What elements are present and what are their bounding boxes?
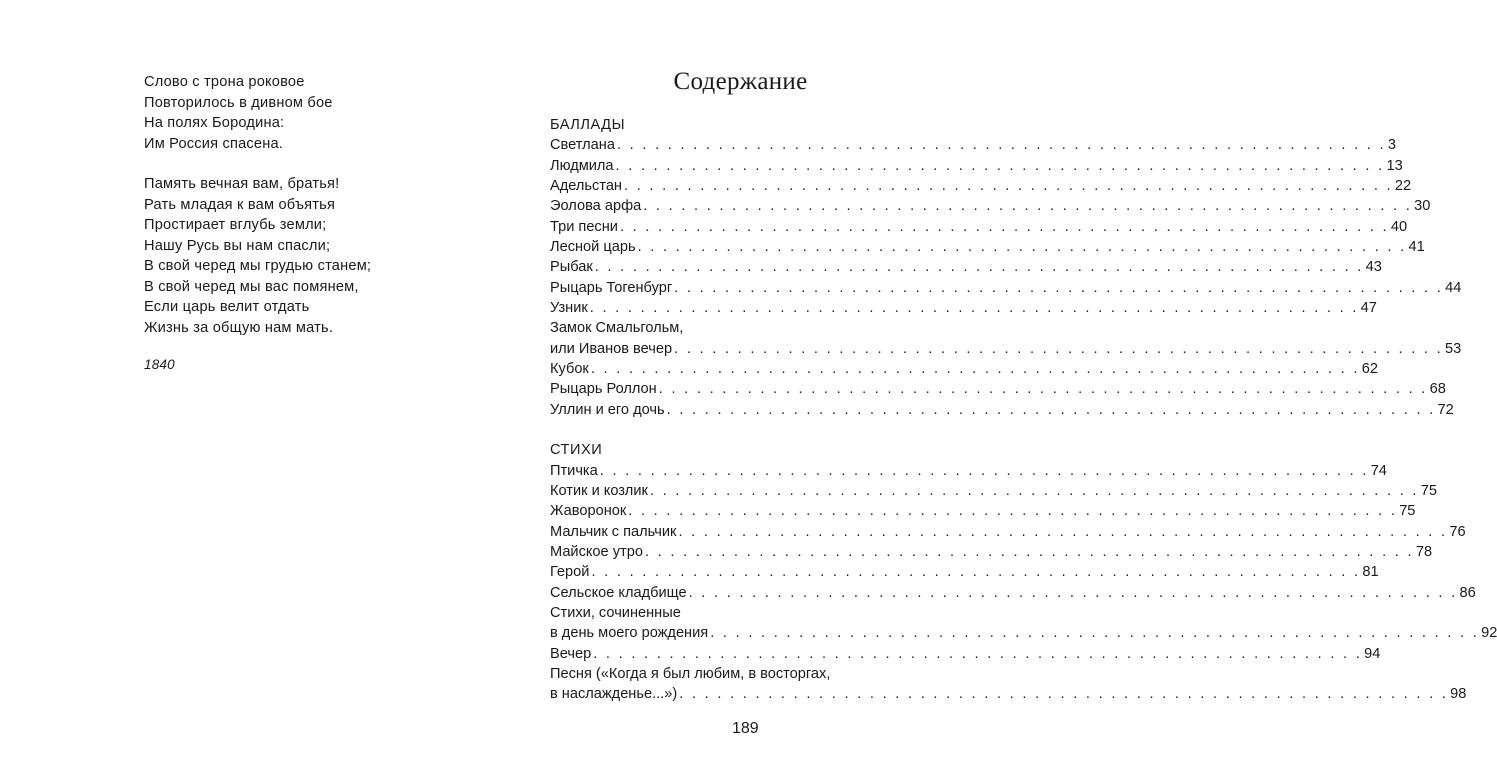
toc-entry-title: Светлана bbox=[550, 137, 615, 154]
toc-entry-page: 94 bbox=[1364, 645, 1381, 662]
dot-leader: . . . . . . . . . . . . . . . . . . . . . . . . . . . . . . . . . . . . . . . . . . . . . . . . . . . . . . . . . . . . . bbox=[649, 482, 1419, 499]
toc-entry-title: или Иванов вечер bbox=[550, 340, 673, 357]
toc-section bbox=[550, 440, 1497, 704]
dot-leader: . . . . . . . . . . . . . . . . . . . . . . . . . . . . . . . . . . . . . . . . . . . . . . . . . . . . . . . . . . . . . bbox=[643, 198, 1413, 215]
toc-entry-page: 53 bbox=[1445, 340, 1462, 357]
toc-entry-title: Эолова арфа bbox=[550, 198, 642, 215]
toc-entry-title: Птичка bbox=[550, 462, 598, 479]
toc-entry-title: Уллин и его дочь bbox=[550, 401, 665, 418]
dot-leader: . . . . . . . . . . . . . . . . . . . . . . . . . . . . . . . . . . . . . . . . . . . . . . . . . . . . . . . . . . . . . bbox=[688, 584, 1458, 601]
toc-entry-page: 92 bbox=[1481, 625, 1497, 642]
toc-entry bbox=[550, 196, 1431, 216]
toc-entry-title: в день моего рождения bbox=[550, 625, 709, 642]
dot-leader: . . . . . . . . . . . . . . . . . . . . . . . . . . . . . . . . . . . . . . . . . . . . . . . . . . . . . . . . . . . . . bbox=[616, 137, 1386, 154]
toc-entry-page: 78 bbox=[1415, 543, 1433, 560]
poem-line: Если царь велит отдать bbox=[144, 299, 310, 315]
dot-leader: . . . . . . . . . . . . . . . . . . . . . . . . . . . . . . . . . . . . . . . . . . . . . . . . . . . . . . . . . . . . . bbox=[674, 279, 1444, 296]
toc-entry-page: 3 bbox=[1387, 137, 1396, 154]
poem-line: Жизнь за общую нам мать. bbox=[144, 319, 334, 336]
toc-entry-title: Рыцарь Роллон bbox=[550, 381, 657, 398]
toc-entry-title: Сельское кладбище bbox=[550, 584, 687, 601]
poem-line: Повторилось в дивном бое bbox=[144, 94, 333, 111]
toc-entry bbox=[550, 501, 1416, 521]
toc-entry-page: 75 bbox=[1420, 482, 1438, 499]
toc-entry-title-line: Замок Смальгольм, bbox=[550, 320, 684, 337]
toc-entry-title: Котик и козлик bbox=[550, 482, 648, 499]
dot-leader: . . . . . . . . . . . . . . . . . . . . . . . . . . . . . . . . . . . . . . . . . . . . . . . . . . . . . . . . . . . . . bbox=[619, 218, 1389, 235]
toc-entry-title: Рыбак bbox=[550, 259, 593, 276]
toc-entry-page: 72 bbox=[1437, 401, 1454, 418]
toc-entry-title: Вечер bbox=[550, 645, 592, 662]
poem-line: Им Россия спасена. bbox=[144, 135, 284, 152]
toc-entry bbox=[550, 156, 1403, 176]
toc-entry-page: 81 bbox=[1362, 564, 1379, 581]
poem-line: Слово с трона роковое bbox=[144, 74, 305, 90]
toc-entry bbox=[550, 400, 1454, 420]
toc-entry-title: Майское утро bbox=[550, 543, 643, 560]
dot-leader: . . . . . . . . . . . . . . . . . . . . . . . . . . . . . . . . . . . . . . . . . . . . . . . . . . . . . . . . . . . . . bbox=[591, 564, 1361, 581]
poem-line: Рать младая к вам объятья bbox=[144, 196, 336, 213]
toc-entry bbox=[550, 339, 1462, 359]
toc-entry bbox=[550, 135, 1396, 155]
toc-entry-page: 22 bbox=[1394, 178, 1412, 195]
dot-leader: . . . . . . . . . . . . . . . . . . . . . . . . . . . . . . . . . . . . . . . . . . . . . . . . . . . . . . . . . . . . . bbox=[637, 239, 1407, 256]
toc-entry-page: 98 bbox=[1450, 686, 1467, 703]
toc-entry bbox=[550, 217, 1408, 237]
toc-entry bbox=[550, 359, 1378, 379]
poem-stanza bbox=[144, 174, 474, 338]
toc-entry bbox=[550, 522, 1466, 542]
dot-leader: . . . . . . . . . . . . . . . . . . . . . . . . . . . . . . . . . . . . . . . . . . . . . . . . . . . . . . . . . . . . . bbox=[678, 523, 1448, 540]
toc-entry-title: Лесной царь bbox=[550, 239, 636, 256]
toc-entry bbox=[550, 298, 1377, 318]
toc-entry-page: 47 bbox=[1360, 300, 1377, 317]
dot-leader: . . . . . . . . . . . . . . . . . . . . . . . . . . . . . . . . . . . . . . . . . . . . . . . . . . . . . . . . . . . . . bbox=[658, 381, 1428, 398]
toc-entry-page: 76 bbox=[1449, 523, 1466, 540]
toc-entry-page: 68 bbox=[1429, 381, 1446, 398]
poem-line: В свой черед мы вас помянем, bbox=[144, 278, 359, 295]
toc-entry-title: Адельстан bbox=[550, 178, 622, 195]
toc-entry bbox=[550, 237, 1425, 257]
poem bbox=[144, 72, 474, 376]
toc-entry bbox=[550, 644, 1381, 664]
toc-entry-page: 75 bbox=[1399, 503, 1416, 520]
toc-entry bbox=[550, 542, 1433, 562]
toc-entry-title: Жаворонок bbox=[550, 503, 627, 520]
dot-leader: . . . . . . . . . . . . . . . . . . . . . . . . . . . . . . . . . . . . . . . . . . . . . . . . . . . . . . . . . . . . . bbox=[666, 401, 1436, 418]
poem-line: В свой черед мы грудью станем; bbox=[144, 258, 372, 274]
toc-entry bbox=[550, 562, 1379, 582]
toc-entry-page: 43 bbox=[1365, 259, 1382, 276]
page-number: 189 bbox=[732, 720, 759, 737]
toc-section-heading: БАЛЛАДЫ bbox=[550, 117, 625, 133]
toc-entry-title: Рыцарь Тогенбург bbox=[550, 279, 673, 296]
dot-leader: . . . . . . . . . . . . . . . . . . . . . . . . . . . . . . . . . . . . . . . . . . . . . . . . . . . . . . . . . . . . . bbox=[589, 300, 1359, 317]
dot-leader: . . . . . . . . . . . . . . . . . . . . . . . . . . . . . . . . . . . . . . . . . . . . . . . . . . . . . . . . . . . . . bbox=[590, 361, 1360, 378]
dot-leader: . . . . . . . . . . . . . . . . . . . . . . . . . . . . . . . . . . . . . . . . . . . . . . . . . . . . . . . . . . . . . bbox=[679, 686, 1449, 703]
toc-entry-page: 41 bbox=[1408, 239, 1425, 256]
toc-entry-title: Узник bbox=[550, 300, 588, 317]
toc-entry-title: Мальчик с пальчик bbox=[550, 523, 677, 540]
toc-entry-title: Людмила bbox=[550, 157, 614, 174]
toc-section-heading: СТИХИ bbox=[550, 442, 603, 459]
toc-title: Содержание bbox=[673, 68, 808, 95]
toc-entry bbox=[550, 583, 1476, 603]
poem-line: Память вечная вам, братья! bbox=[144, 176, 340, 192]
toc-entry-page: 86 bbox=[1459, 584, 1476, 601]
table-of-contents bbox=[550, 115, 1497, 725]
dot-leader: . . . . . . . . . . . . . . . . . . . . . . . . . . . . . . . . . . . . . . . . . . . . . . . . . . . . . . . . . . . . . bbox=[710, 625, 1480, 642]
toc-entry-page: 62 bbox=[1361, 361, 1378, 378]
toc-entry-title-line: Стихи, сочиненные bbox=[550, 604, 681, 621]
dot-leader: . . . . . . . . . . . . . . . . . . . . . . . . . . . . . . . . . . . . . . . . . . . . . . . . . . . . . . . . . . . . . bbox=[594, 259, 1364, 276]
toc-entry-page: 40 bbox=[1390, 218, 1408, 235]
dot-leader: . . . . . . . . . . . . . . . . . . . . . . . . . . . . . . . . . . . . . . . . . . . . . . . . . . . . . . . . . . . . . bbox=[644, 543, 1414, 560]
toc-entry bbox=[550, 461, 1387, 481]
poem-stanza bbox=[144, 72, 474, 154]
toc-entry bbox=[550, 278, 1462, 298]
poem-line: Простирает вглубь земли; bbox=[144, 217, 327, 233]
toc-entry bbox=[550, 379, 1446, 399]
dot-leader: . . . . . . . . . . . . . . . . . . . . . . . . . . . . . . . . . . . . . . . . . . . . . . . . . . . . . . . . . . . . . bbox=[674, 340, 1444, 357]
toc-entry-title-line: Песня («Когда я был любим, в восторгах, bbox=[550, 665, 831, 682]
toc-entry bbox=[550, 623, 1497, 643]
dot-leader: . . . . . . . . . . . . . . . . . . . . . . . . . . . . . . . . . . . . . . . . . . . . . . . . . . . . . . . . . . . . . bbox=[615, 157, 1385, 174]
dot-leader: . . . . . . . . . . . . . . . . . . . . . . . . . . . . . . . . . . . . . . . . . . . . . . . . . . . . . . . . . . . . . bbox=[599, 462, 1369, 479]
toc-entry bbox=[550, 257, 1382, 277]
toc-entry-page: 74 bbox=[1370, 462, 1387, 479]
toc-entry-title: Герой bbox=[550, 564, 590, 581]
poem-date: 1840 bbox=[144, 357, 175, 372]
toc-entry bbox=[550, 481, 1438, 501]
poem-line: На полях Бородина: bbox=[144, 115, 285, 131]
toc-entry-page: 30 bbox=[1414, 198, 1431, 215]
dot-leader: . . . . . . . . . . . . . . . . . . . . . . . . . . . . . . . . . . . . . . . . . . . . . . . . . . . . . . . . . . . . . bbox=[624, 178, 1393, 195]
toc-entry bbox=[550, 176, 1412, 196]
toc-entry-page: 13 bbox=[1386, 157, 1403, 174]
toc-entry-title: Кубок bbox=[550, 361, 589, 378]
poem-line: Нашу Русь вы нам спасли; bbox=[144, 237, 331, 254]
toc-entry bbox=[550, 684, 1467, 704]
toc-entry-page: 44 bbox=[1445, 279, 1462, 296]
toc-entry-title: в наслажденье...») bbox=[550, 686, 678, 703]
left-page bbox=[0, 0, 500, 770]
dot-leader: . . . . . . . . . . . . . . . . . . . . . . . . . . . . . . . . . . . . . . . . . . . . . . . . . . . . . . . . . . . . . bbox=[628, 503, 1398, 520]
toc-section bbox=[550, 115, 1462, 420]
toc-entry-title: Три песни bbox=[550, 218, 618, 235]
right-page bbox=[500, 0, 1497, 770]
dot-leader: . . . . . . . . . . . . . . . . . . . . . . . . . . . . . . . . . . . . . . . . . . . . . . . . . . . . . . . . . . . . . bbox=[593, 645, 1363, 662]
